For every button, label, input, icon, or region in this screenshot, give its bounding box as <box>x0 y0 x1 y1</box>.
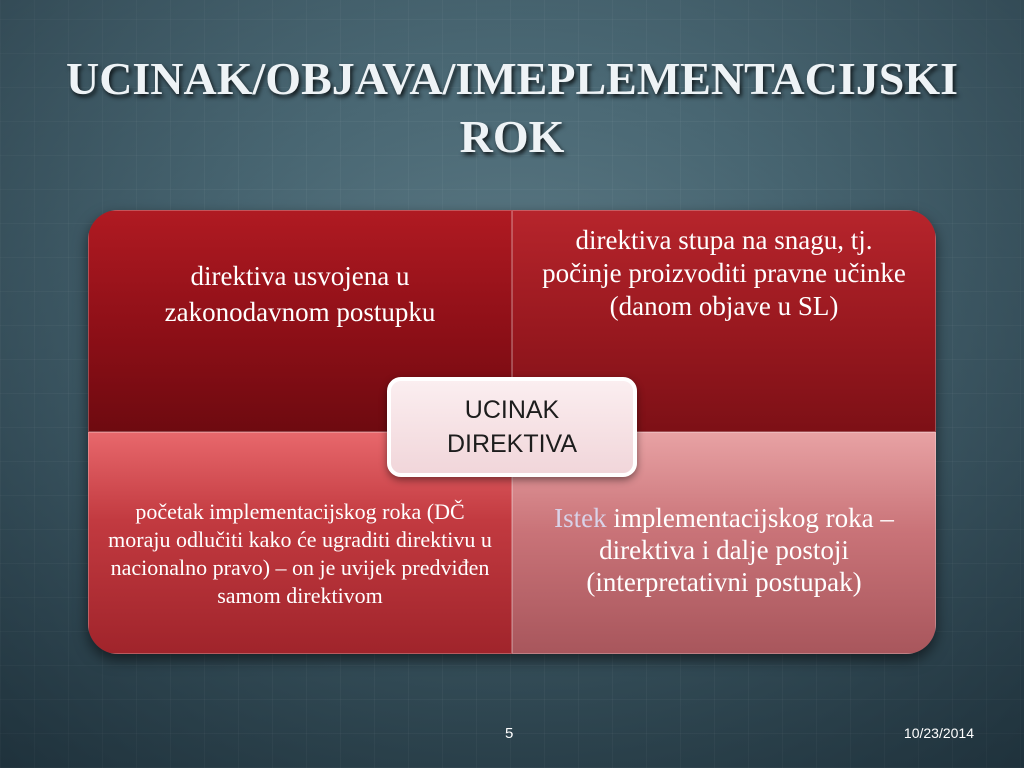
center-label-line2: DIREKTIVA <box>446 430 578 458</box>
center-label-box <box>387 377 637 477</box>
quadrant-bottom-right-rest: implementacijskog roka – direktiva i dalje postoji (interpretativni postupak) <box>586 503 894 597</box>
center-label-line1: UCINAK <box>464 396 560 424</box>
quadrant-top-left-text: direktiva usvojena u zakonodavnom postupku <box>164 261 436 327</box>
quadrant-bottom-right-text <box>542 502 906 598</box>
slide-date: 10/23/2014 <box>903 725 974 741</box>
istek-word: Istek <box>554 503 607 533</box>
page-number: 5 <box>505 725 514 742</box>
quadrant-bottom-left-text: početak implementacijskog roka (DČ moraju odlučiti kako će ugraditi direktivu u nacionalno pravo) – on je uvijek predviđen samom direktivom <box>108 499 492 608</box>
quadrant-top-right-text: direktiva stupa na snagu, tj. počinje proizvoditi pravne učinke (danom objave u SL) <box>542 225 906 321</box>
slide-title: UCINAK/OBJAVA/IMEPLEMENTACIJSKI ROK <box>65 53 959 162</box>
